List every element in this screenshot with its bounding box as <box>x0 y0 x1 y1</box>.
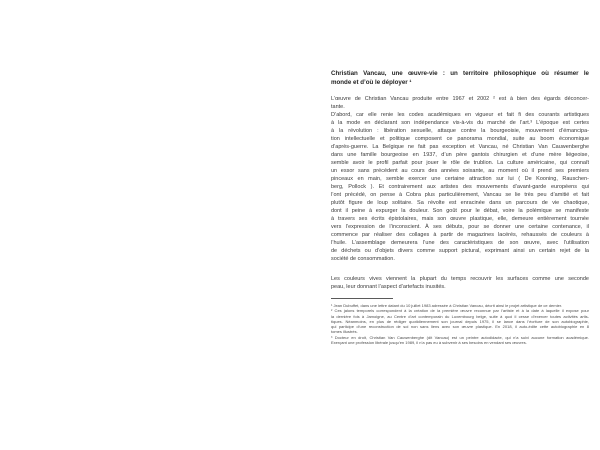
footnote-line: tiques. Néanmoins, en plus de rédiger quotidiennement son journal depuis 1975, il se lance dans l’écriture de son autobiographie, <box>331 318 589 324</box>
text-line: L’œuvre de Christian Vancau produite entre 1967 et 2002 ² est à bien des égards déconcer- <box>331 96 589 102</box>
text-line: l’huile. L’assemblage demeurera l’une des caractéristiques de son œuvre, avec l’utilisation <box>331 240 589 246</box>
text-line: tion intellectuelle et politique composent ce panorama mondial, suite au boom économique <box>331 136 589 142</box>
article-body <box>331 95 589 291</box>
footnote-line: Exerçant une profession libérale jusqu’en 1989, il n’a pas eu à subvenir à ses besoins en vendant ses œuvres. <box>331 340 527 346</box>
footnote-line: la dernière fois à Jamoigne, au Centre d’art contemporain du Luxembourg belge, suite à quoi il cesse d’exercer toutes activités artis- <box>331 313 589 319</box>
text-line: semble avoir le profil parfait pour jouer le rôle de trublion. La culture américaine, qui connaît <box>331 160 589 166</box>
text-line: de déchets ou d’objets divers comme support pictural, exprimant ainsi un certain rejet de la <box>331 248 589 254</box>
text-line: dont il peine à expurger la douleur. Son goût pour le débat, voire la polémique se manifeste <box>331 208 589 214</box>
text-line: à travers ses écrits épistolaires, mais son œuvre plastique, elle, demeure entièrement tournée <box>331 216 589 222</box>
text-line: commence par réaliser des collages à partir de magazines lacérés, rehaussés de couleurs à <box>331 232 589 238</box>
text-column <box>331 69 589 345</box>
text-line: plutôt figure de loup solitaire. Sa révolte est enracinée dans un parcours de vie chaotique, <box>331 200 589 206</box>
text-line: peau, leur donnant l’aspect d’artefacts inusités. <box>331 284 446 290</box>
text-line: Les couleurs vives viennent la plupart du temps recouvrir les surfaces comme une seconde <box>331 276 589 282</box>
title-line: monde et d’où le déployer ¹ <box>331 79 412 86</box>
text-line: l’ont précédé, on pense à Cobra plus particulièrement, Vancau se lie très peu d’amitié et fait <box>331 192 589 198</box>
text-line: à la révolution : libération sexuelle, attaque contre la bourgeoisie, mouvement d’émancipa- <box>331 128 589 134</box>
text-line: d’après-guerre. La Belgique ne fait pas exception et Vancau, né Christian Van Cauwenberghe <box>331 144 589 150</box>
footnote <box>331 335 589 346</box>
footnote-line: qui participe d’une reconstruction de soi non sans liens avec son œuvre plastique. En 2018, il auto-édite cette autobiographie en 8 <box>331 324 589 330</box>
article-title <box>331 69 589 87</box>
text-line: à la mode en déclarant son indépendance vis-à-vis du marché de l’art.³ L’époque est certes <box>331 120 589 126</box>
text-line: tante. <box>331 104 345 110</box>
footnote-line: tomes illustrés. <box>331 329 358 335</box>
footnote-line: ¹ Jean Dubuffet, dans une lettre datant du 10 juillet 1983 adressée à Christian Vancau, décrit ainsi le projet artistique de ce dernier. <box>331 303 563 308</box>
text-line: pinceaux en main, semble exercer une certaine attraction sur lui ( De Kooning, Rauschen- <box>331 176 589 182</box>
text-line: un essor sans précédent au cours des années soixante, au moment où il prend ses premiers <box>331 168 589 174</box>
paragraph <box>331 275 589 291</box>
paragraph <box>331 111 589 263</box>
footnote-line: ³ Docteur en droit, Christian Van Cauwenberghe (dit Vancau) est un peintre autodidacte, qui n’a suivi aucune formation académique. <box>331 334 589 340</box>
title-line: Christian Vancau, une œuvre-vie : un territoire philosophique où résumer le <box>331 70 589 77</box>
footnote-divider <box>331 298 393 299</box>
footnotes-block <box>331 303 589 345</box>
footnote-line: ² Ces jalons temporels correspondent à la création de la première œuvre reconnue par l’artiste et à la date à laquelle il expose pour <box>331 308 589 314</box>
text-line: vers l’expression de l’inconscient. À ses débuts, pour se donner une certaine contenance, il <box>331 224 589 230</box>
paragraph <box>331 95 589 111</box>
text-line: D’abord, car elle renie les codes académiques en vigueur et fait fi des courants artistiques <box>331 112 589 118</box>
footnote <box>331 308 589 334</box>
text-line: berg, Pollock ). Et contrairement aux artistes des mouvements d’avant-garde européens qui <box>331 184 589 190</box>
text-line: société de consommation. <box>331 256 395 262</box>
text-line: dans une famille bourgeoise en 1937, d’un père gantois chirurgien et d’une mère liégeoise, <box>331 152 589 158</box>
